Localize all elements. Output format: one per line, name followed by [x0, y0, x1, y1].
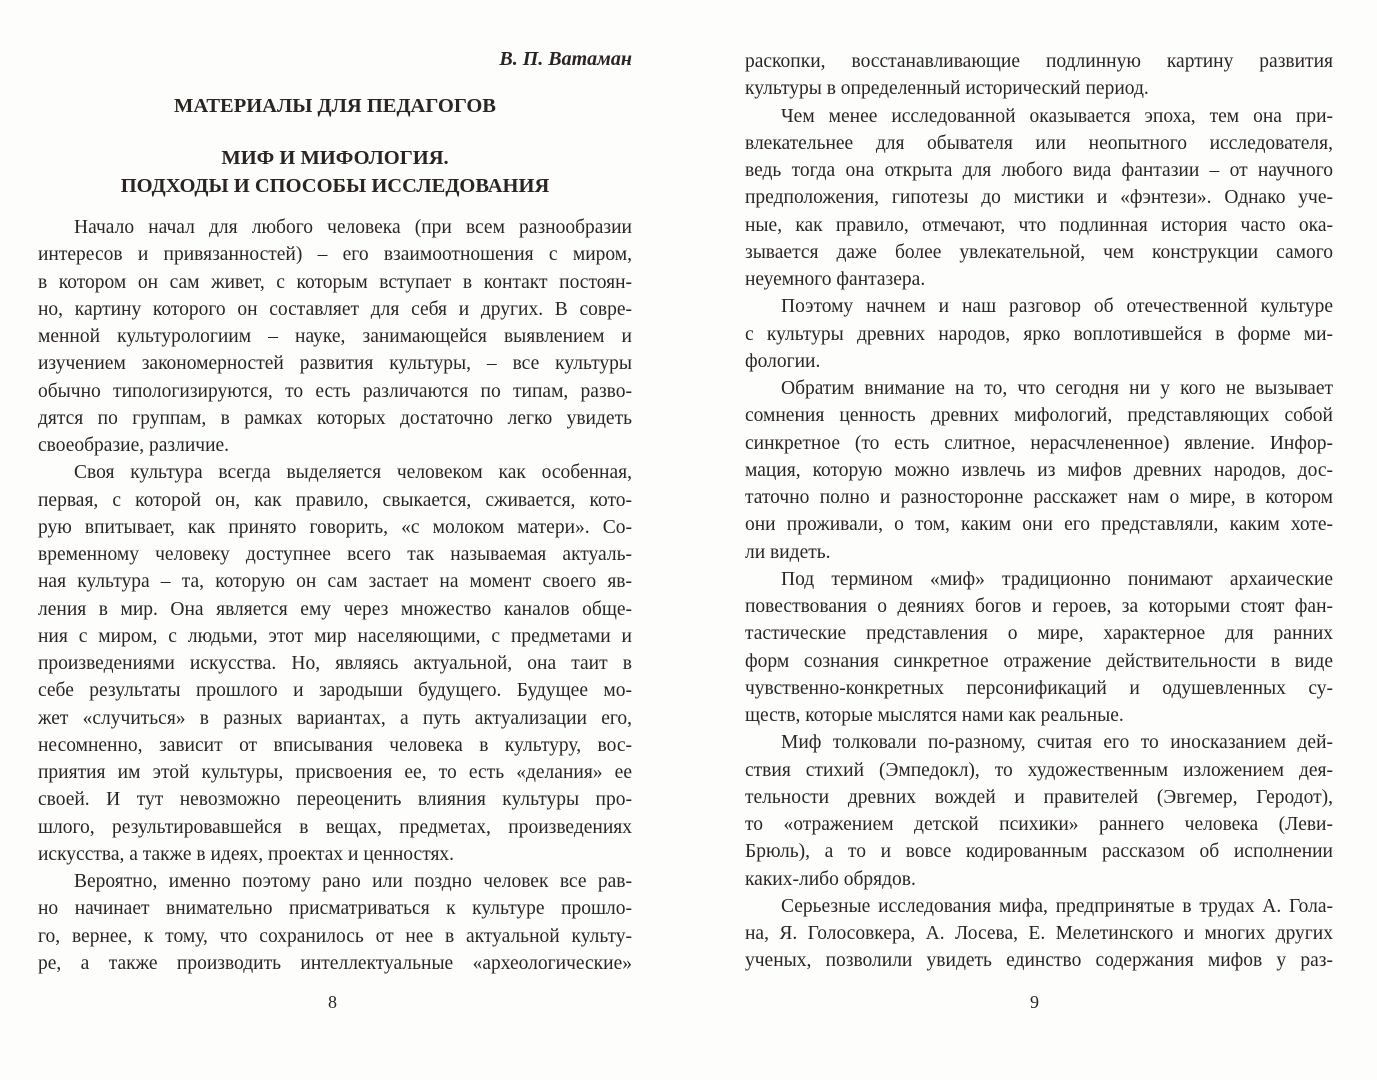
text-line: ные, как правило, отмечают, что подлинная история часто ока-	[745, 214, 1333, 236]
section-title: МАТЕРИАЛЫ ДЛЯ ПЕДАГОГОВ	[174, 95, 496, 117]
text-line: го, вернее, к тому, что сохранилось от нее в актуальной культу-	[38, 925, 632, 947]
text-line: своей. И тут невозможно переоценить влияния культуры про-	[38, 789, 632, 811]
paragraph	[745, 103, 1333, 294]
text-line: Чем менее исследованной оказывается эпоха, тем она при-	[781, 105, 1333, 127]
text-line: своеобразие, различие.	[38, 435, 230, 456]
text-line: ученых, позволили увидеть единство содержания мифов у раз-	[745, 950, 1333, 972]
text-line: Начало начал для любого человека (при всем разнообразии	[74, 217, 632, 238]
text-line: то «отражением детской психики» раннего человека (Леви-	[745, 814, 1333, 835]
text-line: себе результаты прошлого и зародыши будущего. Будущее мо-	[38, 680, 632, 702]
text-line: ствия стихий (Эмпедокл), то художественным изложением дея-	[745, 759, 1333, 781]
running-head-author: В. П. Ватаман	[499, 48, 632, 70]
paragraph	[38, 868, 632, 977]
text-line: раскопки, восстанавливающие подлинную картину развития	[745, 51, 1333, 72]
left-page-body	[38, 214, 632, 977]
text-line: ния с миром, с людьми, этот мир населяющими, с предметами и	[38, 625, 632, 647]
paragraph	[745, 729, 1333, 893]
text-line: Серьезные исследования мифа, предпринятые в трудах А. Гола-	[781, 895, 1333, 917]
left-page	[38, 0, 632, 1080]
text-line: неуемного фантазера.	[745, 269, 926, 290]
text-line: ре, а также производить интеллектуальные «археологические»	[38, 952, 632, 974]
right-page	[745, 0, 1333, 1080]
text-line: чувственно-конкретных персонификаций и одушевленных су-	[745, 677, 1333, 699]
paragraph	[745, 293, 1333, 375]
text-line: произведениями искусства. Но, являясь актуальной, она таит в	[38, 653, 632, 674]
text-line: но, картину которого он составляет для себя и других. В совре-	[38, 298, 632, 320]
text-line: культуры в определенный исторический период.	[745, 78, 1149, 100]
text-line: шлого, результировавшейся в вещах, предметах, произведениях	[38, 816, 632, 838]
text-line: Миф толковали по-разному, считая его то иносказанием дей-	[781, 732, 1333, 754]
right-page-body	[745, 48, 1333, 975]
text-line: несомненно, зависит от вписывания человека в культуру, вос-	[38, 734, 632, 756]
text-line: рую впитывает, как принято говорить, «с молоком матери». Со-	[38, 516, 632, 538]
text-line: таточно полно и разносторонне расскажет нам о мире, в котором	[745, 487, 1333, 508]
text-line: Вероятно, именно поэтому рано или поздно человек все рав-	[74, 871, 632, 892]
text-line: они проживали, о том, каким они его представляли, каким хоте-	[745, 514, 1333, 536]
text-line: Поэтому начнем и наш разговор об отечественной культуре	[781, 296, 1333, 318]
text-line: форм сознания синкретное отражение действительности в виде	[745, 650, 1333, 672]
text-line: ведь тогда она открыта для любого вида фантазии – от научного	[745, 160, 1333, 181]
text-line: зывается даже более увлекательной, чем конструкции самого	[745, 241, 1333, 263]
text-line: ная культура – та, которую он сам застает на момент своего яв-	[38, 571, 632, 593]
text-line: но начинает внимательно присматриваться к культуре прошло-	[38, 898, 632, 920]
text-line: предположения, гипотезы до мистики и «фэнтези». Однако уче-	[745, 187, 1333, 209]
paragraph	[745, 48, 1333, 103]
text-line: Под термином «миф» традиционно понимают архаические	[781, 568, 1333, 590]
text-line: мация, которую можно извлечь из мифов древних народов, дос-	[745, 459, 1333, 481]
text-line: временному человеку доступнее всего так называемая актуаль-	[38, 544, 632, 565]
text-line: ществ, которые мыслятся нами как реальные.	[745, 705, 1124, 726]
text-line: на, Я. Голосовкера, А. Лосева, Е. Мелетинского и многих других	[745, 923, 1333, 944]
text-line: фологии.	[745, 350, 821, 372]
text-line: влекательнее для обывателя или неопытного исследователя,	[745, 132, 1333, 154]
page-number: 9	[1030, 992, 1039, 1012]
text-line: жет «случиться» в разных вариантах, а путь актуализации его,	[38, 707, 632, 729]
text-line: тастические представления о мире, характерное для ранних	[745, 623, 1333, 645]
text-line: сомнения ценность древних мифологий, представляющих собой	[745, 405, 1333, 427]
paragraph	[745, 375, 1333, 566]
text-line: каких-либо обрядов.	[745, 868, 916, 890]
article-title-line-2: ПОДХОДЫ И СПОСОБЫ ИССЛЕДОВАНИЯ	[120, 175, 550, 197]
text-line: искусства, а также в идеях, проектах и ценностях.	[38, 843, 455, 865]
paragraph	[745, 566, 1333, 730]
paragraph	[38, 459, 632, 868]
text-line: ли видеть.	[745, 541, 831, 563]
text-line: изучением закономерностей развития культуры, – все культуры	[38, 353, 632, 375]
text-line: менной культурологиим – науке, занимающейся выявлением и	[38, 326, 632, 347]
page-number: 8	[328, 992, 337, 1012]
text-line: повествования о деяниях богов и героев, за которыми стоят фан-	[745, 596, 1333, 617]
text-line: тельности древних вождей и правителей (Эвгемер, Геродот),	[745, 786, 1333, 808]
text-line: Обратим внимание на то, что сегодня ни у кого не вызывает	[781, 378, 1333, 399]
paragraph	[745, 893, 1333, 975]
text-line: в котором он сам живет, с которым вступает в контакт постоян-	[38, 271, 632, 293]
text-line: первая, с которой он, как правило, свыкается, сживается, кото-	[38, 489, 632, 511]
text-line: ления в мир. Она является ему через множество каналов обще-	[38, 598, 632, 620]
text-line: синкретное (то есть слитное, нерасчлененное) явление. Инфор-	[745, 432, 1333, 454]
text-line: Брюль), а то и вовсе кодированным рассказом об исполнении	[745, 841, 1333, 863]
text-line: дятся по группам, в рамках которых достаточно легко увидеть	[38, 407, 632, 429]
text-line: обычно типологизируются, то есть различаются по типам, разво-	[38, 380, 632, 402]
article-title-line-1: МИФ И МИФОЛОГИЯ.	[221, 147, 449, 169]
text-line: Своя культура всегда выделяется человеком как особенная,	[74, 462, 632, 484]
text-line: интересов и привязанностей) – его взаимоотношения с миром,	[38, 244, 632, 266]
text-line: с культуры древних народов, ярко воплотившейся в форме ми-	[745, 323, 1333, 345]
text-line: приятия им этой культуры, присвоения ее, то есть «делания» ее	[38, 762, 632, 783]
paragraph	[38, 214, 632, 459]
